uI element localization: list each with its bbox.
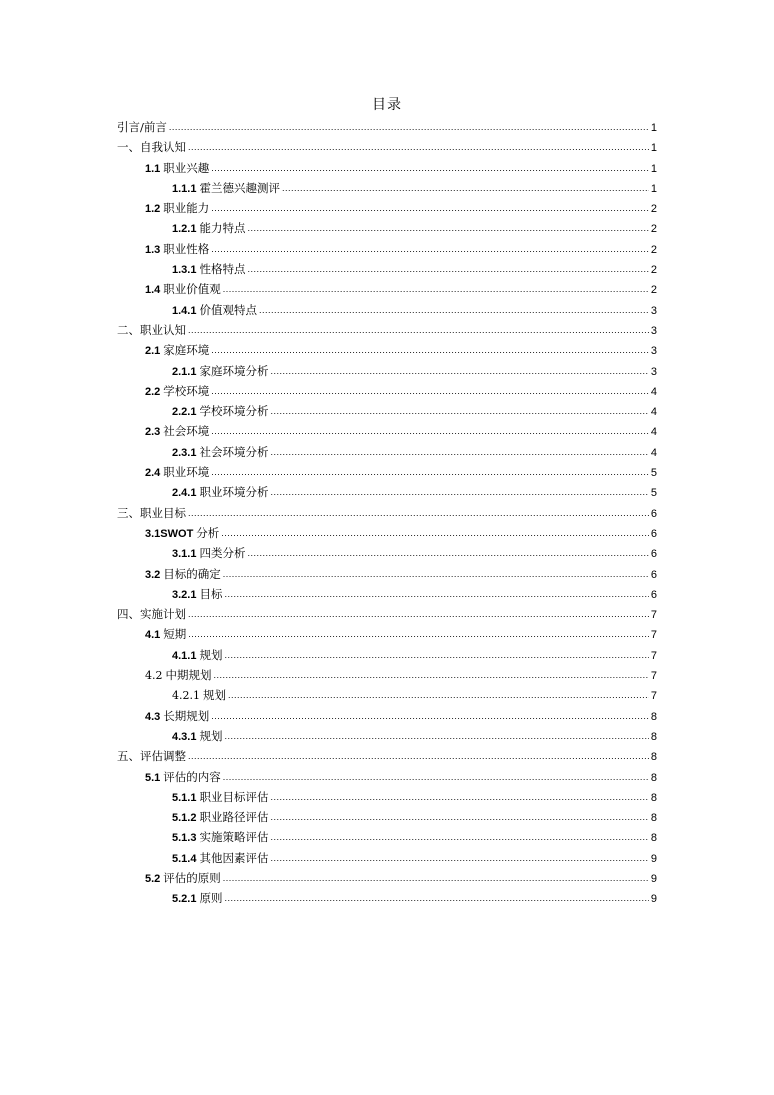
toc-dot-leader bbox=[211, 462, 649, 482]
toc-entry-text: 家庭环境分析 bbox=[199, 363, 269, 378]
toc-page-number: 5 bbox=[650, 467, 657, 480]
toc-entry-number: 1.3.1 bbox=[172, 264, 197, 277]
toc-entry[interactable] bbox=[117, 543, 657, 563]
toc-entry-number: 2.3 bbox=[145, 426, 161, 439]
toc-entry-label bbox=[145, 340, 209, 361]
toc-dot-leader bbox=[270, 848, 648, 868]
toc-entry-number: 2.4 bbox=[145, 467, 161, 480]
toc-page-number: 7 bbox=[650, 609, 657, 622]
toc-entry-label bbox=[172, 300, 257, 321]
toc-entry-label bbox=[172, 848, 268, 869]
toc-entry-label bbox=[172, 401, 268, 422]
toc-dot-leader bbox=[247, 543, 648, 563]
toc-entry[interactable] bbox=[117, 888, 657, 908]
toc-page-number: 4 bbox=[650, 406, 657, 419]
toc-entry-text: 职业性格 bbox=[163, 241, 210, 256]
toc-entry-text: 五、评估调整 bbox=[117, 749, 186, 764]
toc-entry-label bbox=[172, 827, 268, 848]
toc-entry-text: 职业环境 bbox=[163, 465, 210, 480]
toc-entry[interactable] bbox=[117, 462, 657, 482]
toc-page-number: 8 bbox=[650, 771, 657, 784]
toc-entry-label bbox=[145, 665, 212, 686]
toc-entry[interactable] bbox=[117, 442, 657, 462]
toc-entry-text: 职业价值观 bbox=[163, 282, 221, 297]
toc-entry-text: 实施策略评估 bbox=[199, 830, 269, 845]
toc-entry-text: 目标的确定 bbox=[163, 566, 221, 581]
toc-page-number: 2 bbox=[650, 264, 657, 277]
toc-entry-text: 目标 bbox=[199, 586, 223, 601]
toc-entry[interactable] bbox=[117, 685, 657, 705]
toc-entry-number: 5.2.1 bbox=[172, 893, 197, 906]
toc-entry-label bbox=[145, 198, 209, 219]
toc-entry[interactable] bbox=[117, 259, 657, 279]
toc-page-number: 3 bbox=[650, 304, 657, 317]
toc-entry-number: 2.1 bbox=[145, 345, 161, 358]
toc-entry-number: 2.2 bbox=[145, 385, 161, 398]
toc-page-number: 2 bbox=[650, 243, 657, 256]
toc-entry-number: 4.1 bbox=[145, 629, 161, 642]
toc-entry-text: 一、自我认知 bbox=[117, 140, 186, 155]
toc-entry[interactable] bbox=[117, 503, 657, 523]
toc-entry[interactable] bbox=[117, 198, 657, 218]
toc-entry-number: 3.1.1 bbox=[172, 548, 197, 561]
toc-dot-leader bbox=[188, 604, 649, 624]
toc-entry[interactable] bbox=[117, 624, 657, 644]
toc-entry-number: 5.1.2 bbox=[172, 812, 197, 825]
toc-page-number: 6 bbox=[650, 507, 657, 520]
toc-entry-number: 1.4 bbox=[145, 284, 161, 297]
toc-entry[interactable] bbox=[117, 137, 657, 157]
toc-entry[interactable] bbox=[117, 381, 657, 401]
toc-entry-number: 4.1.1 bbox=[172, 649, 197, 662]
toc-entry-label bbox=[172, 482, 268, 503]
toc-entry[interactable] bbox=[117, 706, 657, 726]
toc-entry-label bbox=[172, 442, 268, 463]
toc-dot-leader bbox=[224, 726, 648, 746]
toc-entry-label bbox=[117, 117, 167, 137]
toc-entry-label bbox=[145, 624, 186, 645]
toc-page-number: 7 bbox=[650, 629, 657, 642]
toc-entry-number: 2.4.1 bbox=[172, 487, 197, 500]
toc-dot-leader bbox=[270, 442, 648, 462]
toc-entry-number: 5.1.1 bbox=[172, 791, 197, 804]
toc-entry[interactable] bbox=[117, 523, 657, 543]
toc-entry-label bbox=[172, 584, 222, 605]
toc-page-number: 7 bbox=[650, 670, 657, 683]
toc-dot-leader bbox=[188, 624, 649, 644]
toc-entry-label bbox=[172, 787, 268, 808]
toc-entry-label bbox=[172, 888, 222, 909]
toc-page-number: 9 bbox=[650, 852, 657, 865]
toc-entry-text: 社会环境分析 bbox=[199, 444, 269, 459]
toc-dot-leader bbox=[221, 523, 649, 543]
toc-entry[interactable] bbox=[117, 218, 657, 238]
toc-entry-label bbox=[145, 868, 221, 889]
toc-dot-leader bbox=[188, 320, 649, 340]
toc-page-number: 6 bbox=[650, 548, 657, 561]
toc-page-number: 6 bbox=[650, 568, 657, 581]
toc-entry-text: 分析 bbox=[196, 525, 220, 540]
toc-entry-text: 性格特点 bbox=[199, 262, 246, 277]
toc-dot-leader bbox=[211, 198, 649, 218]
toc-page-number: 8 bbox=[650, 832, 657, 845]
toc-entry-number: 1.1 bbox=[145, 162, 161, 175]
toc-page-number: 4 bbox=[650, 385, 657, 398]
toc-entry-number: 2.2.1 bbox=[172, 406, 197, 419]
toc-entry-number: 2.3.1 bbox=[172, 446, 197, 459]
toc-dot-leader bbox=[211, 421, 649, 441]
toc-entry[interactable] bbox=[117, 158, 657, 178]
toc-entry-number: 5.1 bbox=[145, 771, 161, 784]
toc-entry-label bbox=[172, 645, 222, 666]
toc-entry[interactable] bbox=[117, 848, 657, 868]
toc-entry-text: 四、实施计划 bbox=[117, 607, 186, 622]
toc-entry-text: 家庭环境 bbox=[163, 343, 210, 358]
toc-entry-label bbox=[117, 746, 186, 766]
toc-page-number: 5 bbox=[650, 487, 657, 500]
toc-entry[interactable] bbox=[117, 340, 657, 360]
toc-dot-leader bbox=[188, 137, 649, 157]
toc-entry-label bbox=[117, 320, 186, 340]
toc-page-number: 2 bbox=[650, 223, 657, 236]
toc-page-number: 7 bbox=[650, 690, 657, 703]
toc-page-number: 1 bbox=[650, 162, 657, 175]
toc-entry-text: 评估的内容 bbox=[163, 769, 221, 784]
toc-entry-number: 1.2.1 bbox=[172, 223, 197, 236]
toc-dot-leader bbox=[270, 807, 648, 827]
toc-entry-text: 学校环境分析 bbox=[199, 404, 269, 419]
toc-entry-label bbox=[117, 503, 186, 523]
toc-entry[interactable] bbox=[117, 320, 657, 340]
toc-entry-text: 职业能力 bbox=[163, 201, 210, 216]
toc-entry-number: 4.2 bbox=[145, 669, 163, 683]
toc-dot-leader bbox=[188, 746, 649, 766]
toc-entry[interactable] bbox=[117, 300, 657, 320]
toc-dot-leader bbox=[247, 218, 648, 238]
toc-dot-leader bbox=[224, 645, 648, 665]
toc-dot-leader bbox=[270, 482, 648, 502]
toc-page-number: 1 bbox=[650, 122, 657, 134]
toc-page-number: 3 bbox=[650, 365, 657, 378]
toc-dot-leader bbox=[228, 685, 649, 705]
toc-page-number: 8 bbox=[650, 791, 657, 804]
toc-entry-label bbox=[145, 523, 219, 544]
toc-entry-number: 3.2 bbox=[145, 568, 161, 581]
toc-entry-label bbox=[172, 726, 222, 747]
toc-entry-text: 四类分析 bbox=[199, 546, 246, 561]
toc-dot-leader bbox=[247, 259, 648, 279]
toc-entry-label bbox=[172, 685, 226, 706]
toc-entry[interactable] bbox=[117, 117, 657, 137]
toc-dot-leader bbox=[169, 117, 649, 137]
toc-entry-number: 3.2.1 bbox=[172, 588, 197, 601]
toc-entry-text: 能力特点 bbox=[199, 221, 246, 236]
toc-entry[interactable] bbox=[117, 584, 657, 604]
toc-entry-number: 1.4.1 bbox=[172, 304, 197, 317]
toc-entry-text: 规划 bbox=[199, 647, 223, 662]
toc-dot-leader bbox=[270, 361, 648, 381]
toc-dot-leader bbox=[211, 381, 649, 401]
toc-title: 目录 bbox=[372, 97, 402, 113]
toc-entry[interactable] bbox=[117, 746, 657, 766]
toc-dot-leader bbox=[223, 868, 649, 888]
toc-entry-label bbox=[172, 178, 280, 199]
toc-entry[interactable] bbox=[117, 787, 657, 807]
toc-entry[interactable] bbox=[117, 401, 657, 421]
toc-entry-text: 学校环境 bbox=[163, 383, 210, 398]
toc-entry-text: 职业目标评估 bbox=[199, 789, 269, 804]
toc-entry-number: 4.3 bbox=[145, 710, 161, 723]
toc-entry-text: 其他因素评估 bbox=[199, 850, 269, 865]
toc-entry[interactable] bbox=[117, 807, 657, 827]
toc-page-number: 2 bbox=[650, 203, 657, 216]
toc-entry-number: 1.3 bbox=[145, 243, 161, 256]
toc-entry-number: 5.1.4 bbox=[172, 852, 197, 865]
toc-dot-leader bbox=[224, 584, 648, 604]
toc-entry-text: 社会环境 bbox=[163, 424, 210, 439]
toc-page-number: 9 bbox=[650, 893, 657, 906]
toc-entry[interactable] bbox=[117, 604, 657, 624]
toc-entry-text: 评估的原则 bbox=[163, 870, 221, 885]
toc-dot-leader bbox=[259, 300, 649, 320]
toc-page-number: 8 bbox=[650, 710, 657, 723]
toc-entry-label bbox=[145, 462, 209, 483]
toc-entry[interactable] bbox=[117, 279, 657, 299]
toc-entry[interactable] bbox=[117, 665, 657, 685]
toc-dot-leader bbox=[223, 279, 649, 299]
toc-entry[interactable] bbox=[117, 361, 657, 381]
toc-list bbox=[117, 117, 657, 909]
toc-entry-label bbox=[145, 767, 221, 788]
toc-dot-leader bbox=[282, 178, 649, 198]
toc-dot-leader bbox=[223, 564, 649, 584]
toc-entry-label bbox=[145, 279, 221, 300]
toc-entry-number: 3.1SWOT bbox=[145, 527, 194, 540]
toc-page-number: 8 bbox=[650, 730, 657, 743]
toc-entry-text: 中期规划 bbox=[165, 668, 212, 683]
toc-dot-leader bbox=[270, 787, 648, 807]
toc-entry-text: 短期 bbox=[163, 627, 187, 642]
toc-entry[interactable] bbox=[117, 239, 657, 259]
toc-entry-label bbox=[145, 158, 209, 179]
toc-dot-leader bbox=[270, 827, 648, 847]
toc-page-number: 2 bbox=[650, 284, 657, 297]
toc-dot-leader bbox=[188, 503, 649, 523]
toc-entry-text: 长期规划 bbox=[163, 708, 210, 723]
toc-entry-label bbox=[145, 564, 221, 585]
toc-dot-leader bbox=[211, 158, 649, 178]
toc-entry-label bbox=[145, 421, 209, 442]
toc-dot-leader bbox=[214, 665, 649, 685]
toc-page-number: 4 bbox=[650, 446, 657, 459]
toc-entry-label bbox=[145, 239, 209, 260]
toc-entry-number: 5.1.3 bbox=[172, 832, 197, 845]
toc-entry-text: 三、职业目标 bbox=[117, 505, 186, 520]
toc-dot-leader bbox=[270, 401, 648, 421]
toc-page-number: 9 bbox=[650, 872, 657, 885]
toc-entry-label bbox=[172, 807, 268, 828]
toc-entry-text: 二、职业认知 bbox=[117, 322, 186, 337]
toc-entry-number: 5.2 bbox=[145, 872, 161, 885]
toc-entry-label bbox=[172, 543, 245, 564]
toc-page-number: 1 bbox=[650, 142, 657, 155]
toc-entry-number: 1.2 bbox=[145, 203, 161, 216]
toc-entry[interactable] bbox=[117, 421, 657, 441]
toc-entry-number: 1.1.1 bbox=[172, 182, 197, 195]
toc-entry[interactable] bbox=[117, 564, 657, 584]
toc-entry-text: 职业路径评估 bbox=[199, 810, 269, 825]
toc-entry-label bbox=[145, 381, 209, 402]
toc-page-number: 8 bbox=[650, 751, 657, 764]
toc-entry-text: 规划 bbox=[203, 688, 226, 703]
toc-entry[interactable] bbox=[117, 868, 657, 888]
toc-entry-text: 价值观特点 bbox=[199, 302, 257, 317]
toc-entry[interactable] bbox=[117, 178, 657, 198]
toc-page-number: 7 bbox=[650, 649, 657, 662]
toc-entry-number: 2.1.1 bbox=[172, 365, 197, 378]
toc-entry-label bbox=[172, 361, 268, 382]
toc-dot-leader bbox=[211, 239, 649, 259]
toc-page-number: 6 bbox=[650, 588, 657, 601]
toc-entry-text: 规划 bbox=[199, 728, 223, 743]
toc-entry-label bbox=[172, 218, 245, 239]
toc-entry[interactable] bbox=[117, 827, 657, 847]
toc-entry-number: 4.2.1 bbox=[172, 689, 200, 703]
toc-entry-text: 职业兴趣 bbox=[163, 160, 210, 175]
toc-entry[interactable] bbox=[117, 767, 657, 787]
toc-entry-label bbox=[145, 706, 209, 727]
toc-entry-text: 霍兰德兴趣测评 bbox=[199, 180, 280, 195]
toc-entry[interactable] bbox=[117, 645, 657, 665]
toc-page-number: 6 bbox=[650, 527, 657, 540]
toc-page-number: 3 bbox=[650, 324, 657, 337]
toc-entry[interactable] bbox=[117, 726, 657, 746]
toc-entry-number: 4.3.1 bbox=[172, 730, 197, 743]
toc-dot-leader bbox=[211, 340, 649, 360]
toc-entry-label bbox=[117, 604, 186, 624]
toc-page-number: 3 bbox=[650, 345, 657, 358]
toc-entry-text: 职业环境分析 bbox=[199, 485, 269, 500]
toc-entry-label bbox=[117, 137, 186, 157]
toc-page-number: 1 bbox=[650, 182, 657, 195]
toc-entry[interactable] bbox=[117, 482, 657, 502]
toc-dot-leader bbox=[223, 767, 649, 787]
toc-dot-leader bbox=[224, 888, 648, 908]
toc-page-number: 8 bbox=[650, 812, 657, 825]
toc-page-number: 4 bbox=[650, 426, 657, 439]
toc-dot-leader bbox=[211, 706, 649, 726]
toc-entry-label bbox=[172, 259, 245, 280]
toc-entry-text: 原则 bbox=[199, 891, 223, 906]
toc-entry-text: 引言/前言 bbox=[117, 120, 167, 134]
